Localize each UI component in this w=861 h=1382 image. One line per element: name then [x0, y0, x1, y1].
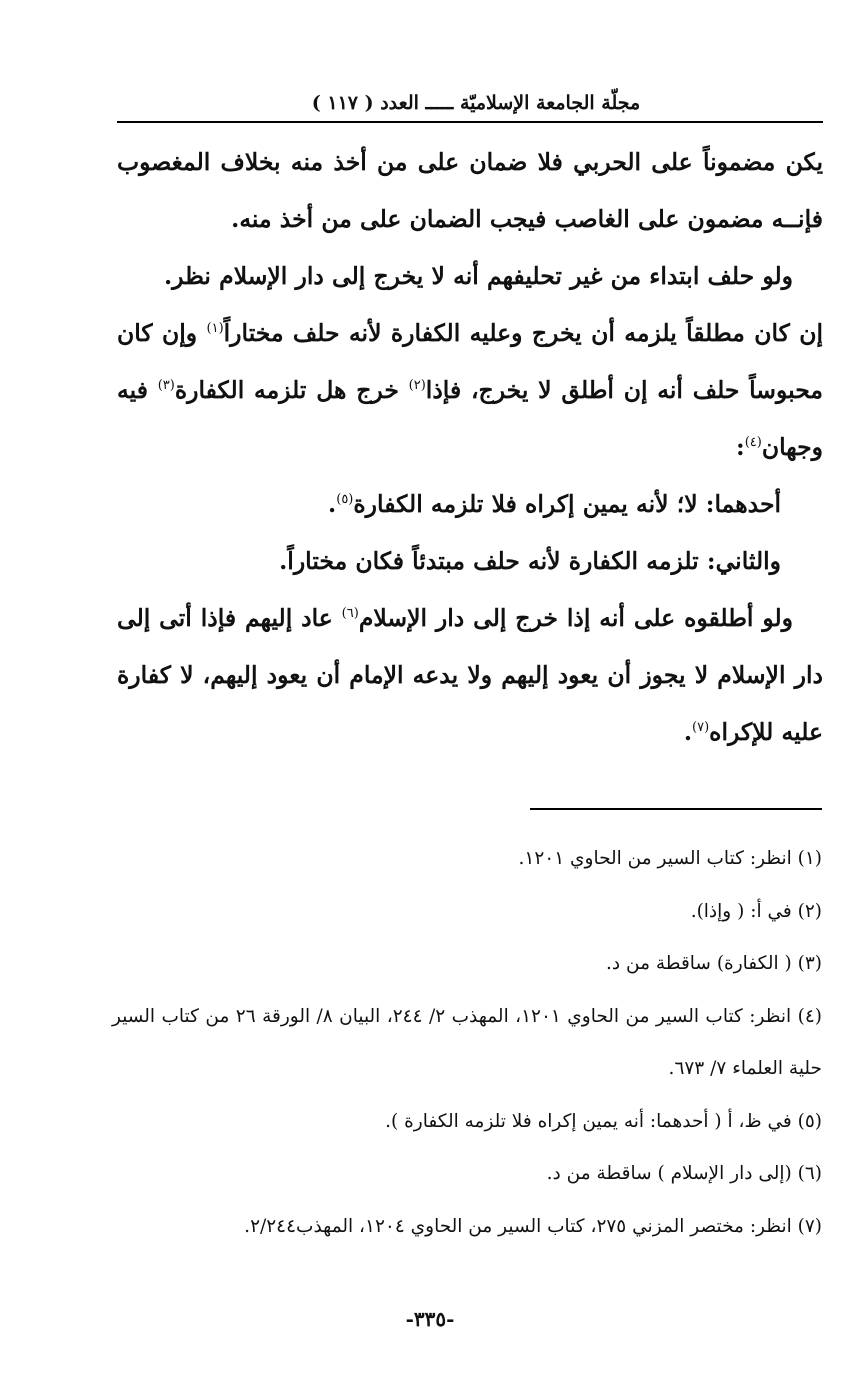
footnote-text: انظر: مختصر المزني ٢٧٥، كتاب السير من الحاوي ١٢٠٤، المهذب٢/٢٤٤. — [244, 1215, 798, 1237]
footnote-text: انظر: كتاب السير من الحاوي ١٢٠١، المهذب ٢/ ٢٤٤، البيان ٨/ الورقة ٢٦ من كتاب السير حلية العلماء ٧/ ٦٧٣. — [112, 1005, 822, 1079]
footnote-2 — [112, 886, 822, 939]
paragraph-6-text-a: ولو أطلقوه على أنه إذا خرج إلى دار الإسلام — [358, 604, 793, 632]
footnote-1 — [112, 833, 822, 886]
paragraph-4-text-a: أحدهما: لا؛ لأنه يمين إكراه فلا تلزمه الكفارة — [353, 490, 781, 518]
footnote-5 — [112, 1096, 822, 1149]
footnote-number: (١) — [797, 848, 822, 869]
running-head: مجلّة الجامعة الإسلاميّة ـــــ العدد ( ١١٧ ) — [311, 92, 641, 114]
footnote-text: ( الكفارة) ساقطة من د. — [605, 953, 798, 974]
paragraph-6-text-b: عاد إليهم فإذا أتى إلى دار الإسلام لا يجوز أن يعود إليهم ولا يدعه الإمام أن يعود إليهم، لا كفارة عليه للإكراه — [117, 604, 823, 746]
footnote-7 — [112, 1201, 822, 1254]
footnotes — [112, 833, 822, 1253]
paragraph-4 — [117, 476, 823, 533]
footnote-ref-4: (٤) — [744, 435, 762, 451]
footnote-text: (إلى دار الإسلام ) ساقطة من د. — [546, 1163, 798, 1184]
paragraph-1: يكن مضموناً على الحربي فلا ضمان على من أخذ منه بخلاف المغصوب فإنــه مضمون على الغاصب فيجب الضمان على من أخذ منه. — [117, 148, 823, 233]
footnote-number: (٥) — [797, 1110, 822, 1132]
paragraph-2: ولو حلف ابتداء من غير تحليفهم أنه لا يخرج إلى دار الإسلام نظر. — [164, 262, 793, 290]
header-rule — [117, 121, 823, 123]
footnote-ref-1: (١) — [206, 321, 224, 337]
main-text — [117, 134, 823, 761]
footnote-separator — [530, 808, 822, 810]
paragraph-3-text-c: خرج هل تلزمه الكفارة — [174, 376, 409, 404]
page-number: -٣٣٥- — [405, 1307, 455, 1331]
paragraph-3 — [117, 305, 823, 476]
footnote-number: (٧) — [797, 1215, 822, 1237]
paragraph-4-text-b: . — [328, 490, 337, 518]
footnote-number: (٦) — [797, 1163, 822, 1184]
paragraph-3-text-b: وإن كان محبوساً حلف أنه إن أطلق لا يخرج، فإذا — [117, 319, 823, 404]
footnote-text: انظر: كتاب السير من الحاوي ١٢٠١. — [518, 848, 798, 869]
paragraph-3-text-a: إن كان مطلقاً يلزمه أن يخرج وعليه الكفارة لأنه حلف مختاراً — [223, 319, 823, 347]
paragraph-6 — [117, 590, 823, 761]
footnote-number: (٣) — [797, 953, 822, 974]
paragraph-6-text-c: . — [683, 718, 692, 746]
footnote-ref-2: (٢) — [408, 378, 426, 394]
footnote-4 — [112, 991, 822, 1096]
footnote-ref-3: (٣) — [157, 378, 175, 394]
footnote-text: في أ: ( وإذا). — [690, 900, 798, 922]
footnote-6 — [112, 1148, 822, 1201]
footnote-3 — [112, 938, 822, 991]
footnote-ref-5: (٥) — [336, 492, 354, 508]
footnote-number: (٤) — [797, 1005, 823, 1027]
footnote-ref-7: (٧) — [692, 720, 710, 736]
footnote-text: في ظ، أ ( أحدهما: أنه يمين إكراه فلا تلزمه الكفارة ). — [385, 1110, 798, 1132]
paragraph-3-text-d: فيه وجهان — [117, 376, 823, 461]
footnote-ref-6: (٦) — [341, 606, 359, 622]
paragraph-3-text-e: : — [736, 433, 745, 461]
footnote-number: (٢) — [797, 900, 822, 922]
paragraph-5: والثاني: تلزمه الكفارة لأنه حلف مبتدئاً فكان مختاراً. — [279, 547, 781, 575]
